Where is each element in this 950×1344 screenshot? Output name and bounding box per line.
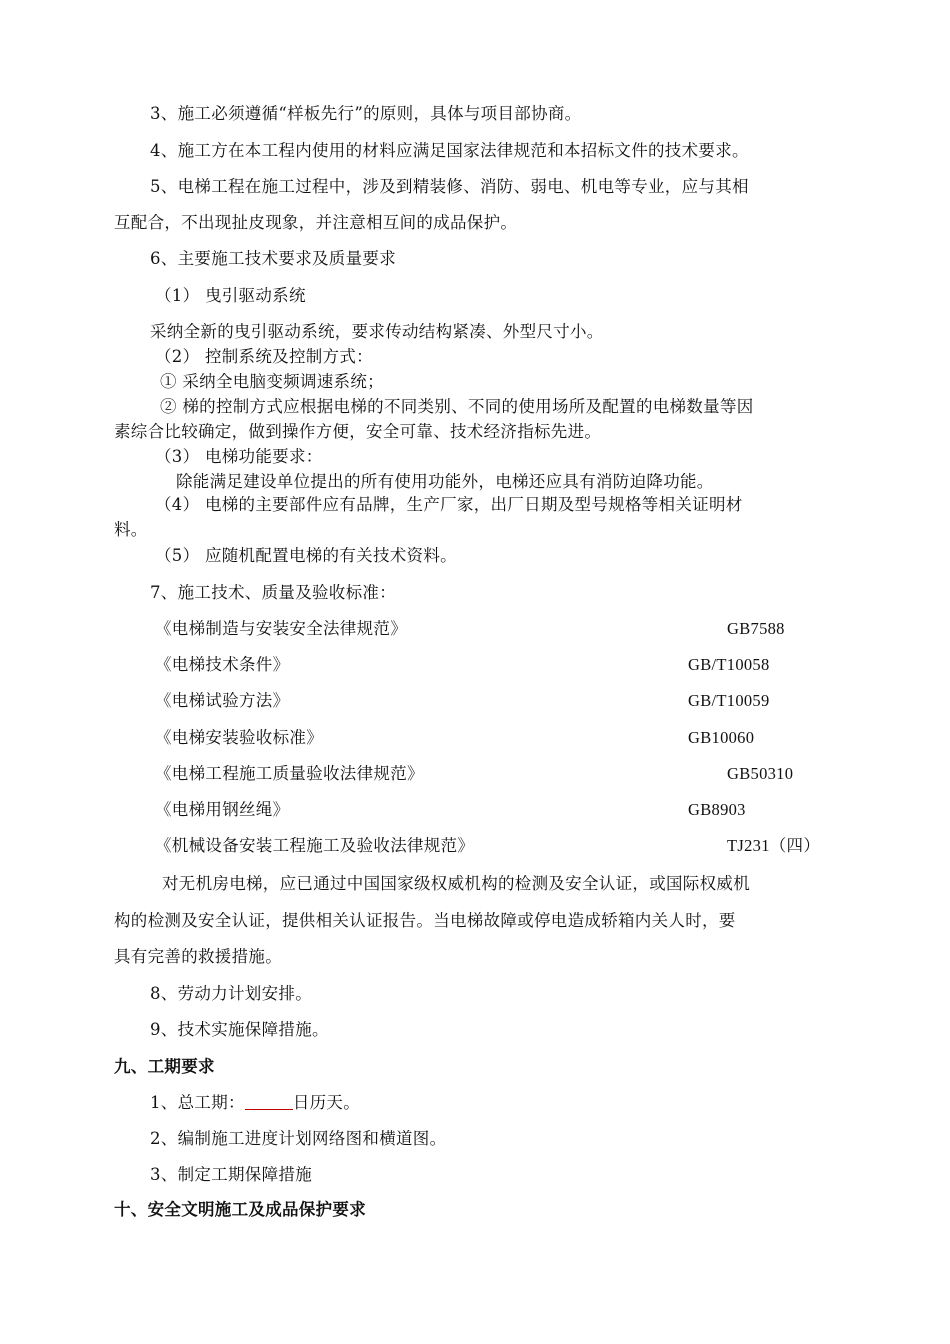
sub-3-text: 除能满足建设单位提出的所有使用功能外，电梯还应具有消防迫降功能。 <box>176 472 714 491</box>
sub-2-point-1: ① 采纳全电脑变频调速系统； <box>160 372 384 391</box>
schedule-item-1 <box>150 1092 360 1114</box>
sub-4-text-line1: （4） 电梯的主要部件应有品牌，生产厂家，出厂日期及型号规格等相关证明材 <box>155 495 743 514</box>
schedule-item-2: 2、编制施工进度计划网络图和横道图。 <box>150 1129 447 1148</box>
standard-code: GB8903 <box>688 800 746 819</box>
sub-2-point-2-line1: ② 梯的控制方式应根据电梯的不同类别、不同的使用场所及配置的电梯数量等因 <box>160 397 754 416</box>
standard-name: 《电梯工程施工质量验收法律规范》 <box>155 764 424 783</box>
sub-5-text: （5） 应随机配置电梯的有关技术资料。 <box>155 546 457 565</box>
item-6-heading: 6、主要施工技术要求及质量要求 <box>150 249 396 268</box>
item-8-text: 8、劳动力计划安排。 <box>150 984 312 1003</box>
duration-blank <box>245 1093 293 1110</box>
standard-code: GB10060 <box>688 728 755 747</box>
schedule-item-1-suffix: 日历天。 <box>292 1093 361 1112</box>
item-5-text-line1: 5、电梯工程在施工过程中，涉及到精装修、消防、弱电、机电等专业，应与其相 <box>150 177 749 196</box>
standard-name: 《电梯用钢丝绳》 <box>155 800 290 819</box>
standard-name: 《电梯制造与安装安全法律规范》 <box>155 619 407 638</box>
section-10-heading: 十、安全文明施工及成品保护要求 <box>114 1200 366 1219</box>
standard-code: GB7588 <box>727 619 785 638</box>
standard-code: TJ231（四） <box>727 836 821 855</box>
item-7-heading: 7、施工技术、质量及验收标准： <box>150 583 396 602</box>
item-5-text-line2: 互配合，不出现扯皮现象，并注意相互间的成品保护。 <box>114 213 518 232</box>
sub-4-text-line2: 料。 <box>114 520 148 539</box>
schedule-item-3: 3、制定工期保障措施 <box>150 1165 312 1184</box>
standard-code: GB50310 <box>727 764 794 783</box>
schedule-item-1-prefix: 1、总工期： <box>150 1093 245 1112</box>
item-3-text: 3、施工必须遵循“样板先行”的原则，具体与项目部协商。 <box>150 104 582 123</box>
section-9-heading: 九、工期要求 <box>114 1057 215 1076</box>
sub-2-point-2-line2: 素综合比较确定，做到操作方便，安全可靠、技术经济指标先进。 <box>114 422 602 441</box>
sub-2-heading: （2） 控制系统及控制方式： <box>155 347 373 366</box>
standard-code: GB/T10058 <box>688 655 770 674</box>
machine-room-text-line2: 构的检测及安全认证，提供相关认证报告。当电梯故障或停电造成轿箱内关人时，要 <box>114 911 736 930</box>
standard-name: 《电梯技术条件》 <box>155 655 290 674</box>
standard-name: 《机械设备安装工程施工及验收法律规范》 <box>155 836 475 855</box>
standard-code: GB/T10059 <box>688 691 770 710</box>
item-9-text: 9、技术实施保障措施。 <box>150 1020 329 1039</box>
sub-1-heading: （1） 曳引驱动系统 <box>155 286 306 305</box>
machine-room-text-line3: 具有完善的救援措施。 <box>114 947 282 966</box>
standard-name: 《电梯试验方法》 <box>155 691 290 710</box>
item-4-text: 4、施工方在本工程内使用的材料应满足国家法律规范和本招标文件的技术要求。 <box>150 141 749 160</box>
machine-room-text-line1: 对无机房电梯，应已通过中国国家级权威机构的检测及安全认证，或国际权威机 <box>162 874 750 893</box>
standard-name: 《电梯安装验收标准》 <box>155 728 323 747</box>
sub-1-text: 采纳全新的曳引驱动系统，要求传动结构紧凑、外型尺寸小。 <box>150 322 604 341</box>
sub-3-heading: （3） 电梯功能要求： <box>155 447 323 466</box>
